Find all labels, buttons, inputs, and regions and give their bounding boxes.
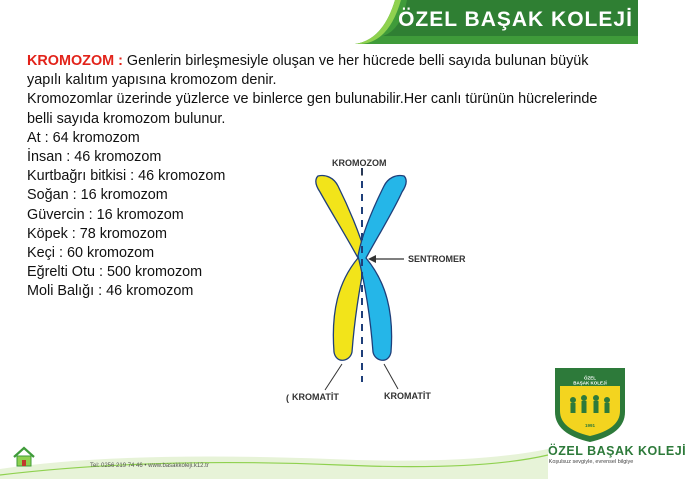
count-item: Moli Balığı : 46 kromozom <box>27 283 194 300</box>
chromosome-count-list <box>27 129 612 302</box>
label-chromosome: KROMOZOM <box>332 158 387 168</box>
content-block <box>27 52 612 302</box>
term-keyword: KROMOZOM : <box>27 53 123 69</box>
label-chromatid-right: KROMATİT <box>384 391 431 401</box>
count-item: Kurtbağrı bitkisi : 46 kromozom <box>27 168 226 185</box>
footer-bar <box>0 441 686 479</box>
logo-badge-year: 1991 <box>584 423 596 428</box>
school-logo-badge <box>551 364 629 444</box>
definition-paragraph <box>27 52 612 90</box>
logo-badge-line1: ÖZEL <box>584 375 596 381</box>
count-item: At : 64 kromozom <box>27 129 140 146</box>
footer-contact: Tel: 0256 219 74 46 • www.basakkoleji.k12.tr <box>90 463 209 469</box>
count-item: Soğan : 16 kromozom <box>27 187 168 204</box>
chromatid-right-pointer <box>384 364 398 389</box>
definition-text: Genlerin birleşmesiyle oluşan ve her hücrede belli sayıda bulunan büyük yapılı kalıtım yapısına kromozom denir. <box>27 53 589 89</box>
logo-badge-line2: BAŞAK KOLEJİ <box>573 380 607 386</box>
bracket-mark: ( <box>286 393 289 403</box>
home-icon[interactable] <box>12 446 36 468</box>
count-item: Keçi : 60 kromozom <box>27 245 155 262</box>
label-chromatid-left: KROMATİT <box>292 392 339 402</box>
count-item: Eğrelti Otu : 500 kromozom <box>27 264 203 281</box>
info-paragraph: Kromozomlar üzerinde yüzlerce ve binlerce gen bulunabilir.Her canlı türünün hücrelerinde belli sayıda kromozom bulunur. <box>27 91 598 127</box>
count-item: Köpek : 78 kromozom <box>27 225 167 242</box>
logo-name: ÖZEL BAŞAK KOLEJİ <box>548 444 686 458</box>
label-centromere: SENTROMER <box>408 254 466 264</box>
logo-slogan: Koşulsuz sevgiyle, evrensel bilgiye <box>548 459 634 465</box>
header-brand: ÖZEL BAŞAK KOLEJİ <box>398 8 633 31</box>
chromatid-left-pointer <box>325 364 342 390</box>
count-item: Güvercin : 16 kromozom <box>27 206 184 223</box>
count-item: İnsan : 46 kromozom <box>27 149 162 166</box>
